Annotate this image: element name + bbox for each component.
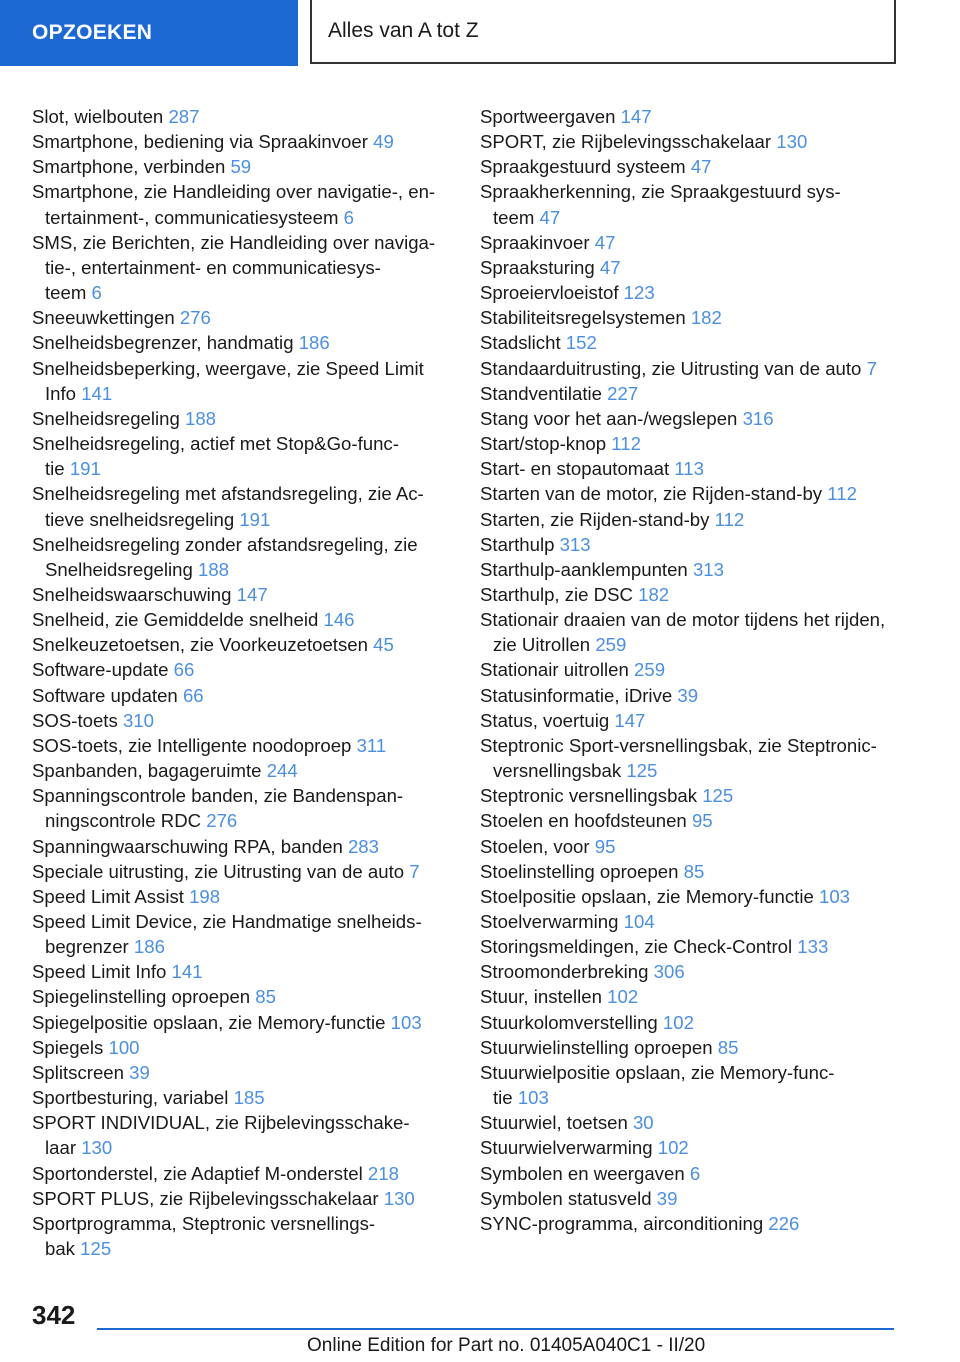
index-entry <box>480 834 900 859</box>
page-reference-link[interactable]: 85 <box>683 860 705 882</box>
index-entry-text: Sportbesturing, variabel <box>32 1087 229 1109</box>
index-entry-text: Stoelen, voor <box>480 835 590 857</box>
page-reference-link[interactable]: 198 <box>189 885 221 907</box>
page-reference-link[interactable]: 102 <box>607 986 639 1008</box>
index-entry <box>32 104 452 129</box>
index-entry <box>480 507 900 532</box>
page-reference-link[interactable]: 147 <box>620 106 652 127</box>
index-entry-text: Spanbanden, bagageruimte <box>32 760 262 782</box>
page-reference-link[interactable]: 6 <box>343 206 354 228</box>
index-entry-text: Spiegels <box>32 1036 104 1058</box>
index-entry-text: Stoelverwarming <box>480 911 619 932</box>
index-entry-text: Sportprogramma, Steptronic versnellings- <box>32 1212 376 1234</box>
index-entry-text: Snelheidswaarschuwing <box>32 583 232 605</box>
index-entry <box>480 582 900 607</box>
page-reference-link[interactable]: 283 <box>347 835 379 857</box>
index-entry-text: Snelkeuzetoetsen, zie Voorkeuzetoetsen <box>32 634 368 656</box>
page-reference-link[interactable]: 103 <box>517 1087 549 1109</box>
index-entry-text: Spraakherkenning, zie Spraakgestuurd sys- <box>480 181 841 203</box>
page-reference-link[interactable]: 6 <box>91 282 102 304</box>
index-entry-text: Stoelinstelling oproepen <box>480 860 679 882</box>
page-reference-link[interactable]: 112 <box>611 433 641 455</box>
index-entry-text: begrenzer <box>45 936 129 958</box>
index-entry <box>480 557 900 582</box>
index-entry <box>32 657 452 682</box>
index-entry <box>32 632 452 657</box>
index-entry <box>32 607 452 632</box>
index-entry-text: Smartphone, verbinden <box>32 156 226 178</box>
page-reference-link[interactable]: 59 <box>230 156 252 178</box>
index-entry-text: Splitscreen <box>32 1061 124 1083</box>
index-entry-text: Stuur, instellen <box>480 986 602 1008</box>
page-reference-link[interactable]: 276 <box>206 810 238 832</box>
index-entry <box>480 330 900 355</box>
index-entry <box>480 909 900 934</box>
index-entry-text: teem <box>493 206 535 228</box>
index-entry <box>32 758 452 783</box>
index-entry <box>32 959 452 984</box>
page-reference-link[interactable]: 133 <box>797 936 829 958</box>
index-entry-text: Stuurkolomverstelling <box>480 1011 658 1033</box>
page-reference-link[interactable]: 311 <box>356 734 387 756</box>
index-entry-text: Storingsmeldingen, zie Check-Control <box>480 936 793 958</box>
page-reference-link[interactable]: 103 <box>819 885 851 907</box>
page-reference-link[interactable]: 39 <box>656 1187 678 1209</box>
page-reference-link[interactable]: 102 <box>662 1011 694 1033</box>
index-entry-text: Stoelen en hoofdsteunen <box>480 810 687 832</box>
index-entry-text: Software-update <box>32 659 169 681</box>
index-entry-text: SOS-toets <box>32 709 118 731</box>
index-entry-text: Stuurwielinstelling oproepen <box>480 1036 713 1058</box>
page-reference-link[interactable]: 66 <box>182 684 204 706</box>
index-entry-text: Spanningscontrole banden, zie Bandenspan- <box>32 785 404 807</box>
index-entry <box>32 1110 452 1160</box>
page-reference-link[interactable]: 104 <box>623 911 655 932</box>
index-entry <box>480 431 900 456</box>
index-entry-text: Steptronic versnellingsbak <box>480 785 698 807</box>
page-reference-link[interactable]: 147 <box>614 709 646 731</box>
index-entry-text: Sportonderstel, zie Adaptief M-onderstel <box>32 1162 363 1184</box>
page-reference-link[interactable]: 191 <box>69 458 101 480</box>
page-reference-link[interactable]: 244 <box>266 760 298 782</box>
index-entry <box>32 330 452 355</box>
index-entry-text: Snelheidsbeperking, weergave, zie Speed Limit <box>32 357 424 379</box>
page-reference-link[interactable]: 47 <box>539 206 561 228</box>
page-reference-link[interactable]: 218 <box>367 1162 399 1184</box>
index-entry <box>32 1010 452 1035</box>
index-entry-text: tie <box>493 1087 513 1109</box>
index-entry <box>32 154 452 179</box>
index-entry-text: Smartphone, bediening via Spraakinvoer <box>32 131 368 153</box>
index-entry <box>480 305 900 330</box>
page-reference-link[interactable]: 7 <box>409 860 420 882</box>
page-reference-link[interactable]: 259 <box>595 634 627 656</box>
index-entry <box>480 255 900 280</box>
index-column-right <box>480 104 900 1236</box>
index-entry-text: SPORT, zie Rijbelevingsschakelaar <box>480 131 772 153</box>
index-entry-text: Spiegelinstelling oproepen <box>32 986 251 1008</box>
index-entry-text: Start/stop-knop <box>480 433 607 455</box>
index-entry <box>32 406 452 431</box>
index-entry <box>32 884 452 909</box>
index-entry-text: SPORT PLUS, zie Rijbelevingsschakelaar <box>32 1187 379 1209</box>
index-entry-text: tieve snelheidsregeling <box>45 508 235 530</box>
page-reference-link[interactable]: 227 <box>607 382 639 404</box>
index-entry-text: Snelheidsregeling, actief met Stop&Go-func- <box>32 433 399 455</box>
index-entry <box>480 984 900 1009</box>
index-entry <box>480 456 900 481</box>
page-reference-link[interactable]: 47 <box>690 156 712 178</box>
index-entry <box>32 708 452 733</box>
index-entry-text: Stang voor het aan-/wegslepen <box>480 407 738 429</box>
index-entry <box>480 104 900 129</box>
index-entry <box>32 984 452 1009</box>
index-entry <box>480 884 900 909</box>
index-entry <box>32 683 452 708</box>
index-entry <box>480 959 900 984</box>
index-entry-text: Starten van de motor, zie Rijden-stand-by <box>480 483 823 505</box>
index-entry <box>32 733 452 758</box>
page-reference-link[interactable]: 113 <box>674 458 704 480</box>
index-entry-text: Sportweergaven <box>480 106 616 127</box>
index-entry-text: Stuurwiel, toetsen <box>480 1112 628 1134</box>
index-entry-text: teem <box>45 282 87 304</box>
page-reference-link[interactable]: 259 <box>634 659 666 681</box>
index-entry-text: Stoelpositie opslaan, zie Memory-functie <box>480 885 814 907</box>
index-entry <box>480 381 900 406</box>
page-reference-link[interactable]: 7 <box>866 357 877 379</box>
page-reference-link[interactable]: 47 <box>594 231 616 253</box>
page-reference-link[interactable]: 39 <box>129 1061 150 1083</box>
index-entry <box>480 481 900 506</box>
page-reference-link[interactable]: 85 <box>717 1036 739 1058</box>
index-entry <box>32 834 452 859</box>
index-entry-text: tertainment-, communicatiesysteem <box>45 206 339 228</box>
index-entry-text: Starthulp <box>480 533 555 555</box>
index-entry <box>32 481 452 531</box>
page-reference-link[interactable]: 191 <box>239 508 271 530</box>
page-reference-link[interactable]: 130 <box>81 1137 113 1159</box>
page-reference-link[interactable]: 130 <box>383 1187 415 1209</box>
index-entry <box>480 1161 900 1186</box>
index-entry-text: Smartphone, zie Handleiding over navigatie-, en- <box>32 181 436 203</box>
index-entry-text: Stadslicht <box>480 332 561 354</box>
index-entry <box>480 356 900 381</box>
index-entry-text: Start- en stopautomaat <box>480 458 670 480</box>
index-entry <box>480 1035 900 1060</box>
index-entry <box>32 582 452 607</box>
index-entry-text: Snelheid, zie Gemiddelde snelheid <box>32 609 319 631</box>
index-entry <box>32 532 452 582</box>
index-entry-text: bak <box>45 1238 75 1260</box>
index-entry-text: Standventilatie <box>480 382 602 404</box>
index-entry <box>32 179 452 229</box>
page-reference-link[interactable]: 102 <box>657 1137 689 1159</box>
index-entry <box>480 406 900 431</box>
index-entry <box>32 1211 452 1261</box>
index-entry-text: Starthulp-aanklempunten <box>480 558 688 580</box>
index-entry <box>32 1035 452 1060</box>
index-entry-text: Info <box>45 382 77 404</box>
index-entry-text: Starten, zie Rijden-stand-by <box>480 508 710 530</box>
page-reference-link[interactable]: 276 <box>179 307 211 329</box>
index-entry <box>32 909 452 959</box>
index-entry-text: Symbolen en weergaven <box>480 1162 685 1184</box>
index-entry <box>480 280 900 305</box>
page-reference-link[interactable]: 188 <box>198 558 230 580</box>
index-entry <box>480 708 900 733</box>
index-entry <box>480 733 900 783</box>
index-entry-text: Starthulp, zie DSC <box>480 583 633 605</box>
index-entry-text: tie <box>45 458 65 480</box>
page-reference-link[interactable]: 316 <box>742 407 774 429</box>
page-reference-link[interactable]: 186 <box>133 936 165 958</box>
index-entry-text: Speed Limit Info <box>32 961 167 983</box>
index-entry-text: SPORT INDIVIDUAL, zie Rijbelevingsschake- <box>32 1112 410 1134</box>
index-entry-text: Stationair draaien van de motor tijdens het rijden, <box>480 609 886 631</box>
index-entry <box>480 129 900 154</box>
index-entry <box>480 934 900 959</box>
page-reference-link[interactable]: 30 <box>632 1112 654 1134</box>
index-entry <box>32 356 452 406</box>
page-reference-link[interactable]: 6 <box>689 1162 701 1184</box>
index-entry-text: laar <box>45 1137 77 1159</box>
index-entry-text: Status, voertuig <box>480 709 610 731</box>
page-reference-link[interactable]: 66 <box>173 659 195 681</box>
index-entry-text: Stuurwielverwarming <box>480 1137 653 1159</box>
page-reference-link[interactable]: 95 <box>594 835 616 857</box>
page-reference-link[interactable]: 313 <box>559 533 591 555</box>
page-reference-link[interactable]: 188 <box>185 407 217 429</box>
index-entry-text: Snelheidsregeling <box>32 407 180 429</box>
index-entry <box>480 1110 900 1135</box>
index-entry-text: Speciale uitrusting, zie Uitrusting van de auto <box>32 860 405 882</box>
index-entry-text: Stationair uitrollen <box>480 659 629 681</box>
page-number: 342 <box>32 1300 76 1330</box>
chapter-title: Alles van A tot Z <box>310 0 896 64</box>
page-reference-link[interactable]: 186 <box>298 332 330 354</box>
index-entry-text: Symbolen statusveld <box>480 1187 652 1209</box>
index-entry-text: zie Uitrollen <box>493 634 591 656</box>
page-reference-link[interactable]: 182 <box>638 583 670 605</box>
index-entry <box>32 230 452 305</box>
index-entry-text: Statusinformatie, iDrive <box>480 684 673 706</box>
index-entry-text: SOS-toets, zie Intelligente noodoproep <box>32 734 352 756</box>
page-reference-link[interactable]: 306 <box>653 961 685 983</box>
index-entry <box>480 783 900 808</box>
page-reference-link[interactable]: 152 <box>565 332 597 354</box>
index-entry-text: Snelheidsbegrenzer, handmatig <box>32 332 294 354</box>
page-reference-link[interactable]: 39 <box>677 684 699 706</box>
index-entry <box>480 808 900 833</box>
index-entry-text: Spraaksturing <box>480 256 595 278</box>
index-column-left <box>32 104 452 1261</box>
page-reference-link[interactable]: 100 <box>108 1036 140 1058</box>
page-reference-link[interactable]: 313 <box>692 558 724 580</box>
page-reference-link[interactable]: 95 <box>691 810 713 832</box>
index-entry <box>32 1085 452 1110</box>
page-reference-link[interactable]: 310 <box>122 709 154 731</box>
page-reference-link[interactable]: 103 <box>390 1011 422 1033</box>
index-entry <box>32 431 452 481</box>
index-entry <box>480 859 900 884</box>
page-reference-link[interactable]: 125 <box>80 1238 112 1260</box>
index-entry-text: Spanningwaarschuwing RPA, banden <box>32 835 343 857</box>
index-entry-text: Steptronic Sport-versnellingsbak, zie Steptronic- <box>480 734 877 756</box>
edition-footer: Online Edition for Part no. 01405A040C1 - II/20 <box>307 1335 706 1356</box>
index-entry-text: Spraakinvoer <box>480 231 590 253</box>
index-entry <box>480 1060 900 1110</box>
index-entry <box>480 1135 900 1160</box>
index-entry <box>480 657 900 682</box>
index-entry <box>480 179 900 229</box>
index-entry <box>32 1060 452 1085</box>
index-entry <box>480 607 900 657</box>
index-entry-text: Stabiliteitsregelsystemen <box>480 307 686 329</box>
page-reference-link[interactable]: 147 <box>236 583 268 605</box>
index-entry <box>480 230 900 255</box>
page-reference-link[interactable]: 141 <box>81 382 113 404</box>
page-reference-link[interactable]: 182 <box>690 307 722 329</box>
index-entry-text: Stuurwielpositie opslaan, zie Memory-func- <box>480 1061 835 1083</box>
page-reference-link[interactable]: 185 <box>233 1087 265 1109</box>
index-entry-text: Standaarduitrusting, zie Uitrusting van de auto <box>480 357 862 379</box>
index-entry <box>32 129 452 154</box>
page-reference-link[interactable]: 287 <box>168 106 200 127</box>
index-entry <box>480 154 900 179</box>
page-reference-link[interactable]: 146 <box>323 609 355 631</box>
index-entry-text: Software updaten <box>32 684 178 706</box>
index-entry <box>32 859 452 884</box>
index-entry <box>480 1010 900 1035</box>
index-entry-text: SMS, zie Berichten, zie Handleiding over naviga- <box>32 231 436 253</box>
index-entry-text: ningscontrole RDC <box>45 810 202 832</box>
page-reference-link[interactable]: 125 <box>702 785 734 807</box>
index-entry <box>480 532 900 557</box>
index-entry-text: Speed Limit Assist <box>32 885 184 907</box>
page-reference-link[interactable]: 45 <box>373 634 394 656</box>
index-entry-text: Snelheidsregeling met afstandsregeling, zie Ac- <box>32 483 424 505</box>
page-reference-link[interactable]: 123 <box>623 282 655 304</box>
index-entry-text: Snelheidsregeling <box>45 558 193 580</box>
page-reference-link[interactable]: 49 <box>373 131 394 153</box>
section-tab-opzoeken[interactable]: OPZOEKEN <box>0 0 298 66</box>
index-entry-text: Stroomonderbreking <box>480 961 649 983</box>
page-header <box>0 0 960 66</box>
index-entry-text: Snelheidsregeling zonder afstandsregeling, zie <box>32 533 418 555</box>
page-reference-link[interactable]: 85 <box>255 986 276 1008</box>
index-entry-text: Slot, wielbouten <box>32 106 164 127</box>
index-entry <box>32 783 452 833</box>
index-entry-text: Speed Limit Device, zie Handmatige snelheids- <box>32 911 422 932</box>
page-reference-link[interactable]: 141 <box>171 961 203 983</box>
index-entry-text: Spiegelpositie opslaan, zie Memory-functie <box>32 1011 386 1033</box>
index-entry-text: Spraakgestuurd systeem <box>480 156 686 178</box>
page-reference-link[interactable]: 112 <box>714 508 745 530</box>
index-entry-text: Sneeuwkettingen <box>32 307 175 329</box>
page-reference-link[interactable]: 125 <box>626 760 658 782</box>
index-entry <box>480 1186 900 1211</box>
index-entry <box>480 683 900 708</box>
page-reference-link[interactable]: 112 <box>827 483 857 505</box>
index-entry-text: versnellingsbak <box>493 760 622 782</box>
page-reference-link[interactable]: 226 <box>768 1212 800 1234</box>
footer-divider <box>97 1328 894 1330</box>
index-entry <box>480 1211 900 1236</box>
page-reference-link[interactable]: 130 <box>776 131 808 153</box>
page-reference-link[interactable]: 47 <box>599 256 621 278</box>
index-entry-text: SYNC-programma, airconditioning <box>480 1212 764 1234</box>
index-entry <box>32 1186 452 1211</box>
index-entry-text: tie-, entertainment- en communicatiesys- <box>45 256 381 278</box>
index-entry-text: Sproeiervloeistof <box>480 282 619 304</box>
index-entry <box>32 305 452 330</box>
index-entry <box>32 1161 452 1186</box>
